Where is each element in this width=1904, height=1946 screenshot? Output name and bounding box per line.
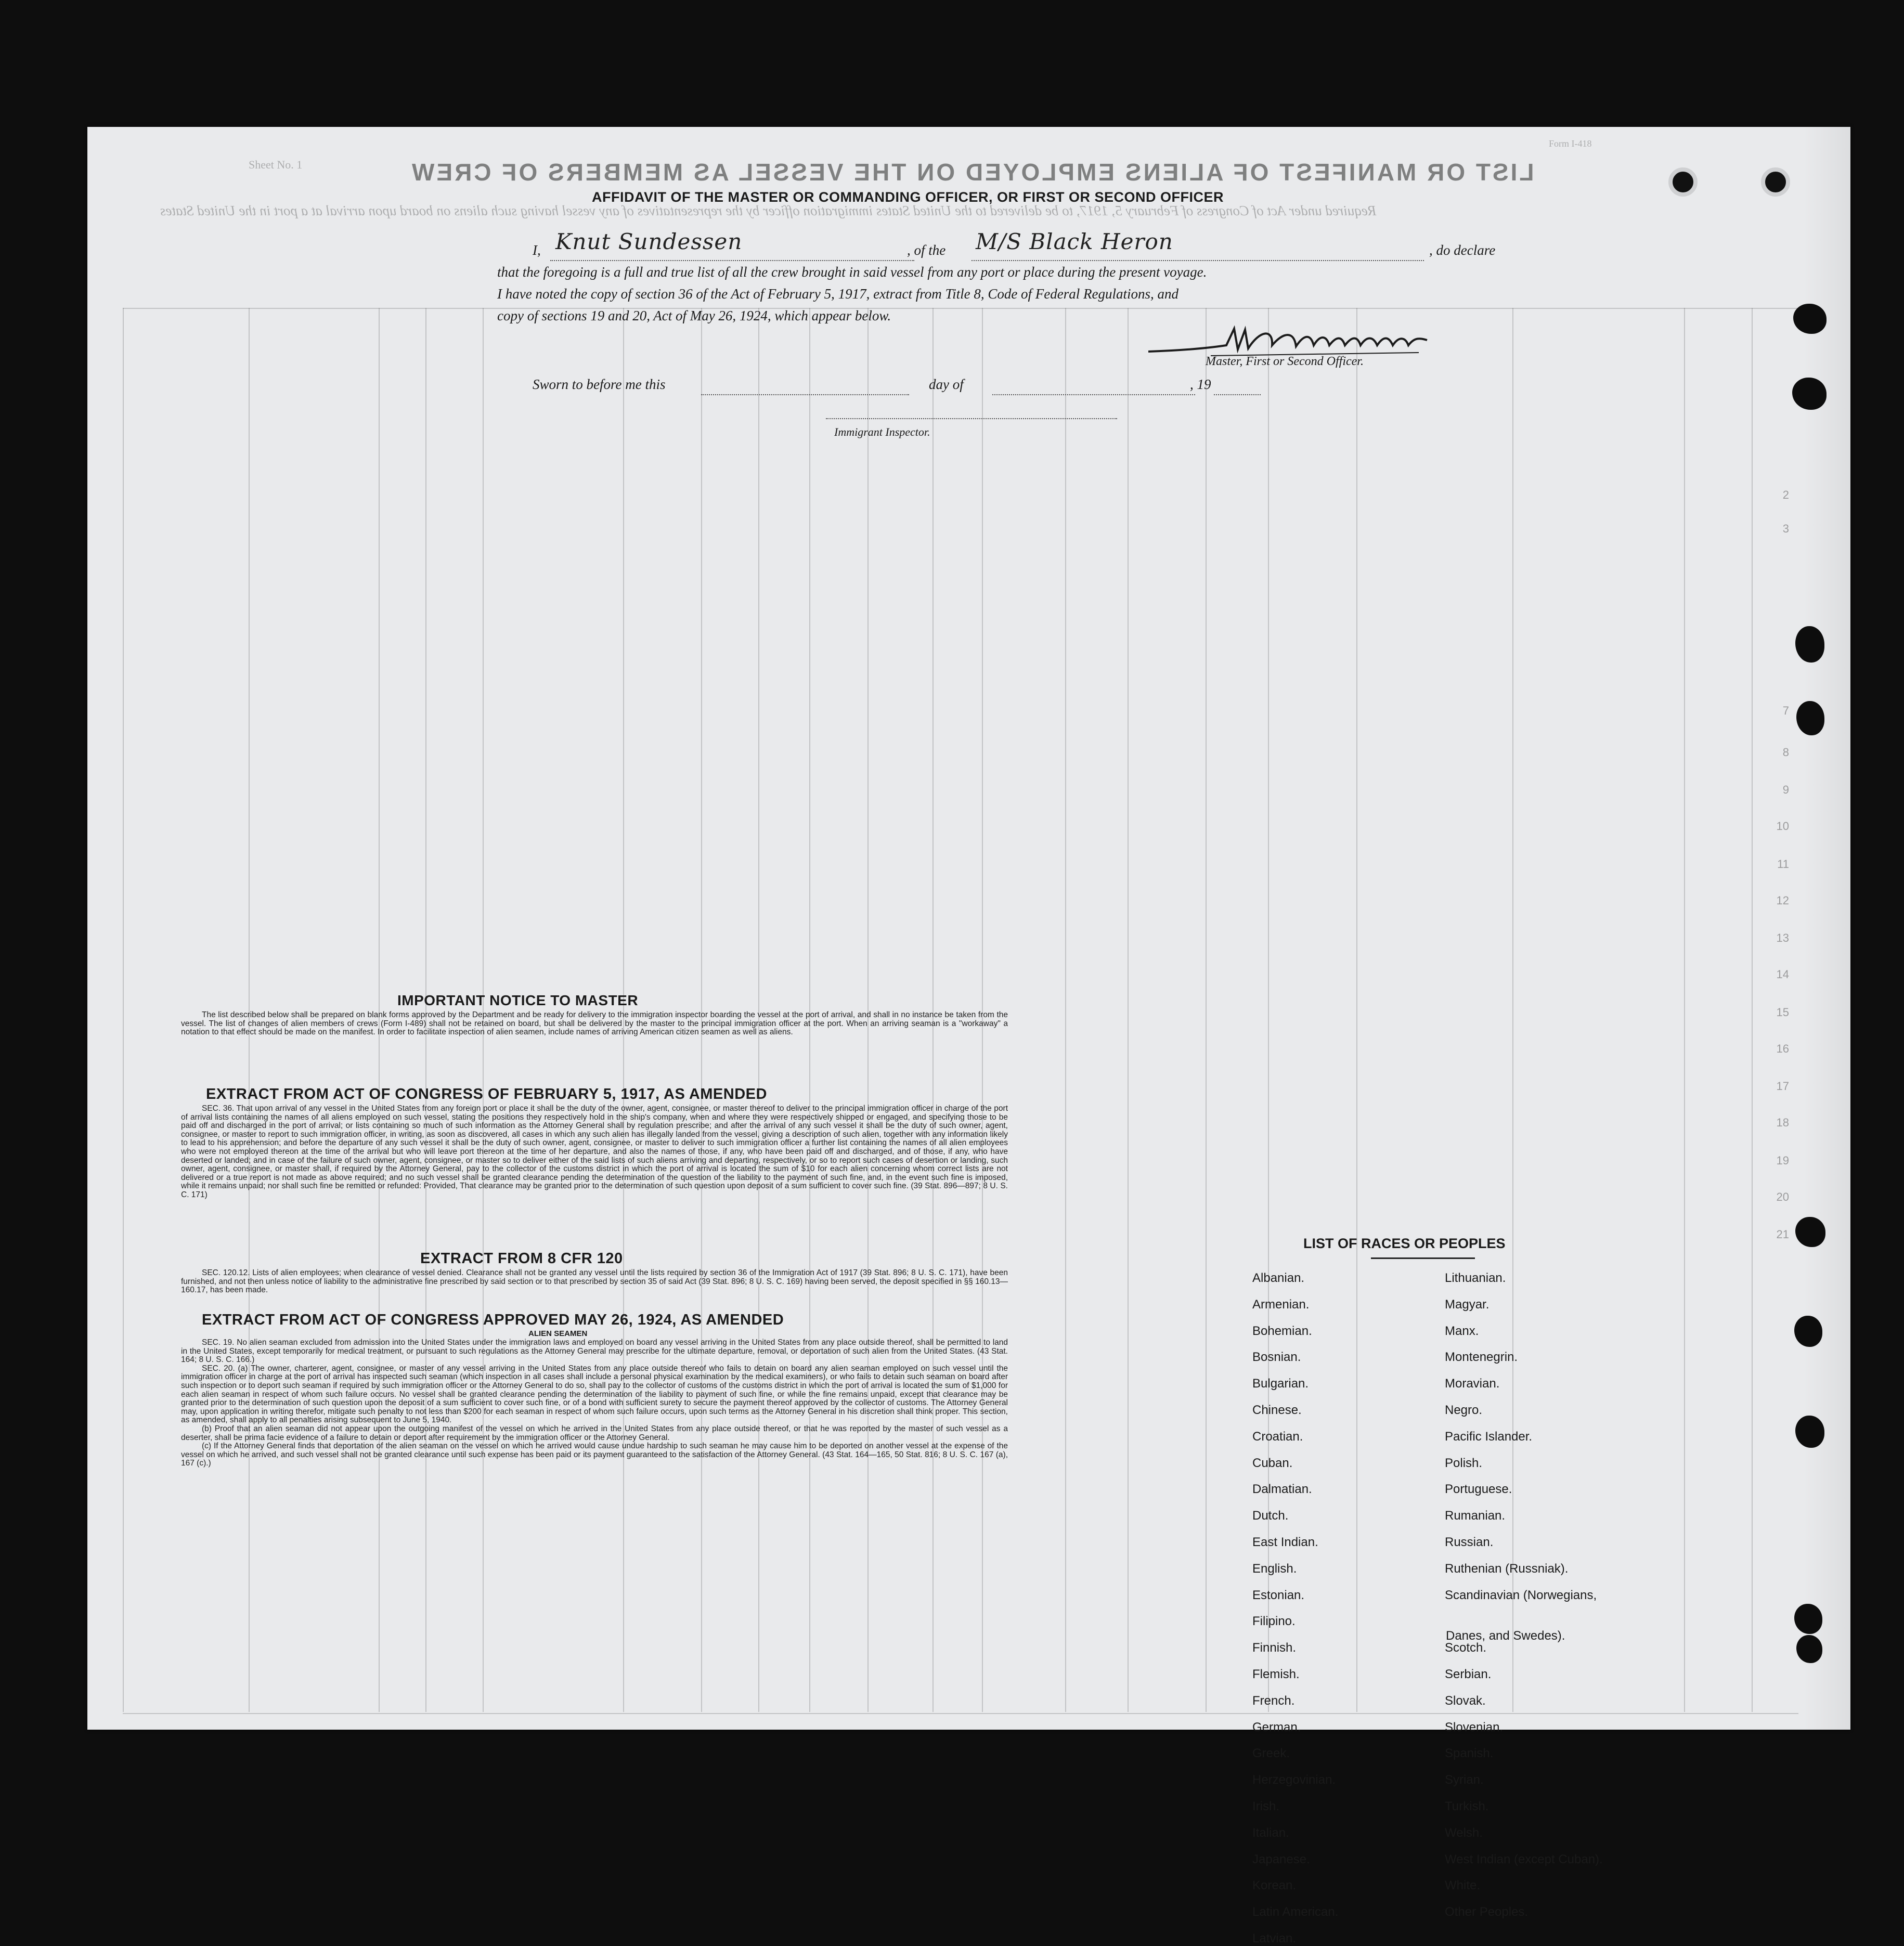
grid-line bbox=[123, 308, 1798, 309]
extract-1924-text bbox=[181, 1339, 1008, 1468]
edge-damage bbox=[1794, 1604, 1822, 1634]
race-item: Other Peoples. bbox=[1445, 1905, 1529, 1919]
race-item: Herzegovinian. bbox=[1252, 1773, 1336, 1787]
race-item: Dutch. bbox=[1252, 1509, 1289, 1523]
grid-line bbox=[982, 308, 983, 1712]
grid-line bbox=[483, 308, 484, 1712]
punch-hole bbox=[1668, 167, 1698, 197]
race-item: Chinese. bbox=[1252, 1403, 1302, 1417]
edge-damage bbox=[1795, 626, 1824, 663]
affidavit-line-2: that the foregoing is a full and true list of all the crew brought in said vessel from any port or place during the present voyage. bbox=[497, 264, 1207, 280]
row-number: 19 bbox=[1776, 1154, 1789, 1167]
edge-damage bbox=[1796, 1635, 1822, 1663]
bleedthrough-subheading: Required under Act of Congress of February 5, 1917, to be delivered to the United States immigration officer by the representatives of any vessel having such aliens on board upon arrival at a port in the United States bbox=[160, 203, 1377, 218]
grid-line bbox=[1356, 308, 1357, 1712]
extract-1924-title: EXTRACT FROM ACT OF CONGRESS APPROVED MAY 26, 1924, AS AMENDED bbox=[202, 1312, 784, 1328]
grid-line bbox=[1512, 308, 1513, 1712]
race-item: Croatian. bbox=[1252, 1429, 1303, 1444]
row-number: 9 bbox=[1782, 783, 1789, 796]
race-item: Albanian. bbox=[1252, 1271, 1305, 1285]
year-prefix: , 19 bbox=[1190, 377, 1211, 392]
grid-line bbox=[123, 1713, 1798, 1714]
row-number: 8 bbox=[1782, 746, 1789, 759]
edge-damage bbox=[1796, 701, 1824, 735]
affidavit-of-the: , of the bbox=[907, 242, 946, 258]
extract-1917-title: EXTRACT FROM ACT OF CONGRESS OF FEBRUARY 5, 1917, AS AMENDED bbox=[206, 1086, 767, 1102]
grid-line bbox=[379, 308, 380, 1712]
notice-title: IMPORTANT NOTICE TO MASTER bbox=[397, 992, 639, 1008]
race-item: Filipino. bbox=[1252, 1614, 1296, 1629]
race-item: Finnish. bbox=[1252, 1641, 1297, 1655]
race-item: Estonian. bbox=[1252, 1588, 1305, 1602]
grid-line bbox=[1128, 308, 1129, 1712]
affidavit-line-4: copy of sections 19 and 20, Act of May 26, 1924, which appear below. bbox=[497, 308, 891, 323]
row-number: 21 bbox=[1776, 1228, 1789, 1241]
race-item: Syrian. bbox=[1445, 1773, 1484, 1787]
grid-line bbox=[701, 308, 702, 1712]
race-item: French. bbox=[1252, 1693, 1295, 1708]
grid-line bbox=[425, 308, 426, 1712]
race-item: Rumanian. bbox=[1445, 1509, 1506, 1523]
edge-damage bbox=[1794, 1316, 1822, 1347]
grid-line bbox=[932, 308, 934, 1712]
race-item: Negro. bbox=[1445, 1403, 1483, 1417]
vessel-name: M/S Black Heron bbox=[976, 229, 1173, 254]
row-number: 11 bbox=[1777, 858, 1789, 871]
edge-damage bbox=[1795, 1217, 1825, 1247]
affidavit-title: AFFIDAVIT OF THE MASTER OR COMMANDING OFFICER, OR FIRST OR SECOND OFFICER bbox=[592, 189, 1224, 205]
grid-line bbox=[123, 308, 124, 1712]
race-item: Lithuanian. bbox=[1445, 1271, 1506, 1285]
race-item: Korean. bbox=[1252, 1878, 1297, 1893]
punch-hole bbox=[1761, 167, 1790, 197]
race-item: West Indian (except Cuban). bbox=[1445, 1852, 1603, 1866]
race-item: Manx. bbox=[1445, 1324, 1479, 1338]
row-number: 17 bbox=[1776, 1080, 1789, 1093]
race-item: Montenegrin. bbox=[1445, 1350, 1518, 1365]
bleedthrough-heading: LIST OR MANIFEST OF ALIENS EMPLOYED ON THE VESSEL AS MEMBERS OF CREW bbox=[410, 159, 1534, 186]
race-item: Greek. bbox=[1252, 1746, 1290, 1761]
sec-19: SEC. 19. No alien seaman excluded from admission into the United States under the immigration laws and employed on board any vessel arriving in the United States from any place outside thereof, shall be permitted to land in the United States, except temporarily for medical treatment, or pursuant to such regulations as the Attorney General may prescribe for the ultimate departure, removal, or deportation of such alien from the United States. (43 Stat. 164; 8 U. S. C. 166.) bbox=[181, 1338, 1008, 1365]
grid-line bbox=[623, 308, 624, 1712]
race-item: Irish. bbox=[1252, 1799, 1280, 1813]
extract-cfr-title: EXTRACT FROM 8 CFR 120 bbox=[420, 1250, 623, 1267]
race-item: English. bbox=[1252, 1561, 1297, 1576]
affidavit-do-declare: , do declare bbox=[1429, 242, 1496, 258]
master-name: Knut Sundessen bbox=[555, 229, 743, 254]
row-number: 3 bbox=[1782, 522, 1789, 535]
edge-damage bbox=[1795, 1416, 1824, 1448]
affidavit-line-3: I have noted the copy of section 36 of the Act of February 5, 1917, extract from Title 8, Code of Federal Regulations, and bbox=[497, 286, 1179, 302]
race-item: Pacific Islander. bbox=[1445, 1429, 1533, 1444]
race-item: Welsh. bbox=[1445, 1825, 1483, 1840]
inspector-signature-line bbox=[826, 418, 1117, 419]
race-item: Latvian. bbox=[1252, 1931, 1297, 1945]
race-item: Scotch. bbox=[1445, 1641, 1487, 1655]
grid-line bbox=[758, 308, 759, 1712]
race-item: Danes, and Swedes). bbox=[1446, 1629, 1565, 1643]
sec-20c: (c) If the Attorney General finds that deportation of the alien seaman on the vessel on which he arrived would cause undue hardship to such seaman he may cause him to be deported on another vessel at the expense of the vessel on which he arrived, and such vessel shall not be granted clearance until such expense has been paid or its payment guaranteed to the satisfaction of the Attorney General. (43 Stat. 164—165, 50 Stat. 816; 8 U. S. C. 167 (a), 167 (c).) bbox=[181, 1442, 1008, 1468]
day-of-text: day of bbox=[929, 377, 964, 392]
race-item: Flemish. bbox=[1252, 1667, 1300, 1681]
race-item: Cuban. bbox=[1252, 1456, 1293, 1470]
row-number: 13 bbox=[1776, 931, 1789, 944]
sworn-text: Sworn to before me this bbox=[533, 377, 666, 392]
race-item: Bohemian. bbox=[1252, 1324, 1312, 1338]
grid-line bbox=[867, 308, 869, 1712]
race-item: Turkish. bbox=[1445, 1799, 1489, 1813]
race-item: Scandinavian (Norwegians, bbox=[1445, 1588, 1597, 1602]
grid-line bbox=[1206, 308, 1207, 1712]
edge-damage bbox=[1792, 378, 1827, 410]
affidavit-i: I, bbox=[533, 242, 541, 258]
race-item: East Indian. bbox=[1252, 1535, 1318, 1549]
master-signature bbox=[1148, 325, 1429, 359]
row-number: 18 bbox=[1776, 1116, 1789, 1129]
grid-line bbox=[1065, 308, 1066, 1712]
alien-seamen-subtitle: ALIEN SEAMEN bbox=[528, 1329, 588, 1338]
extract-1917-text: SEC. 36. That upon arrival of any vessel in the United States from any foreign port or place it shall be the duty of the owner, agent, consignee, or master thereof to deliver to the principal immigration officer in charge of the port of arrival lists containing the names of all aliens employed on such vessel, stating the positions they respectively hold in the ship's company, when and where they were respectively shipped or engaged, and specifying those to be paid off and discharged in the port of arrival; or lists containing so much of such information as the Attorney General shall by regulation prescribe; and after the arrival of any such vessel it shall be the duty of such owner, agent, consignee, or master to report to such immigration officer, in writing, as soon as discovered, all cases in which any such alien has illegally landed from the vessel, giving a description of such alien, together with any information likely to lead to his apprehension; and before the departure of any such vessel it shall be the duty of such owner, agent, consignee, or master to deliver to such immigration officer a further list containing the names of all alien employees who were not employed thereon at the time of the arrival but who will leave port thereon at the time of her departure, and also the names of those, if any, who have been paid off and discharged, and of those, if any, who have deserted or landed; and in case of the failure of such owner, agent, consignee, or master so to deliver either of the said lists of such aliens arriving and departing, respectively, or so to report such cases of desertion or landing, such owner, agent, consignee, or master shall, if required by the Attorney General, pay to the collector of the customs district in which the port of arrival is located the sum of $10 for each alien concerning whom correct lists are not delivered or a true report is not made as above required; and no such vessel shall be granted clearance pending the determination of the question of the liability to the payment of such fine, and, in the event such fine is imposed, while it remains unpaid; nor shall such fine be remitted or refunded: Provided, That clearance may be granted prior to the determination of such question upon deposit of a sum sufficient to cover such fine. (39 Stat. 896—897; 8 U. S. C. 171) bbox=[181, 1104, 1008, 1199]
row-number: 20 bbox=[1776, 1190, 1789, 1203]
sworn-day-line bbox=[701, 394, 909, 395]
vessel-name-line bbox=[972, 260, 1424, 261]
races-title: LIST OF RACES OR PEOPLES bbox=[1303, 1236, 1506, 1251]
row-number: 16 bbox=[1776, 1042, 1789, 1055]
race-item: Latin American. bbox=[1252, 1905, 1339, 1919]
row-number: 2 bbox=[1782, 488, 1789, 501]
row-number: 12 bbox=[1776, 894, 1789, 907]
sec-20a: SEC. 20. (a) The owner, charterer, agent, consignee, or master of any vessel arriving in the United States from any place outside thereof who fails to detain on board any alien seaman employed on such vessel until the immigration officer in charge at the port of arrival has inspected such seaman (which inspection in all cases shall include a personal physical examination by the medical examiners), or who fails to detain such seaman on board after such inspection or to deport such seaman if required by such immigration officer or the Attorney General to do so, shall pay to the collector of customs of the customs district in which the port of arrival is located the sum of $1,000 for each alien seaman in respect of whom such failure occurs. No vessel shall be granted clearance pending the determination of the liability to payment of such fine, or while the fine remains unpaid, except that clearance may be granted prior to the determination of such question upon the deposit of a sum sufficient to cover such fine, or of a bond with sufficient surety to secure the payment thereof approved by the collector of customs. The Attorney General may, upon application in writing therefor, mitigate such penalty to not less than $200 for each seaman in respect of whom such failure occurs, upon such terms as the Attorney General in his discretion shall think proper. This section, as amended, shall apply to all penalties arising subsequent to June 5, 1940. bbox=[181, 1364, 1008, 1425]
race-item: German. bbox=[1252, 1720, 1301, 1734]
sworn-month-line bbox=[992, 394, 1195, 395]
race-item: Armenian. bbox=[1252, 1297, 1310, 1312]
inspector-caption: Immigrant Inspector. bbox=[834, 425, 930, 438]
race-item: Polish. bbox=[1445, 1456, 1483, 1470]
race-item: Japanese. bbox=[1252, 1852, 1310, 1866]
row-number: 7 bbox=[1782, 704, 1789, 717]
sheet-edge-shadow bbox=[1804, 127, 1850, 1730]
race-item: Dalmatian. bbox=[1252, 1482, 1312, 1497]
signature-caption: Master, First or Second Officer. bbox=[1206, 355, 1364, 368]
notice-text: The list described below shall be prepared on blank forms approved by the Department and be ready for delivery to the immigration inspector boarding the vessel at the port of arrival, and shall in no instance be taken from the vessel. The list of changes of alien members of crews (Form I-489) shall not be retained on board, but shall be delivered by the master to the principal immigration officer at the port. When an arriving seaman is a "workaway" a notation to that effect should be made on the manifest. In order to facilitate inspection of alien seamen, include names of arriving American citizen seamen as well as aliens. bbox=[181, 1010, 1008, 1037]
extract-cfr-text: SEC. 120.12. Lists of alien employees; when clearance of vessel denied. Clearance shall not be granted any vessel until the lists required by section 36 of the Immigration Act of 1917 (39 Stat. 896; 8 U. S. C. 171), have been furnished, and not then unless notice of liability to the administrative fine prescribed by said section or to that prescribed by section 35 of said Act (39 Stat. 896; 8 U. S. C. 169) having been served, the deposit specified in §§ 160.13—160.17, has been made. bbox=[181, 1268, 1008, 1295]
race-item: Magyar. bbox=[1445, 1297, 1489, 1312]
race-item: Serbian. bbox=[1445, 1667, 1492, 1681]
race-item: Italian. bbox=[1252, 1825, 1289, 1840]
grid-line bbox=[249, 308, 250, 1712]
race-item: Ruthenian (Russniak). bbox=[1445, 1561, 1569, 1576]
race-item: Slovak. bbox=[1445, 1693, 1486, 1708]
row-number: 14 bbox=[1776, 968, 1789, 981]
race-item: Bulgarian. bbox=[1252, 1377, 1309, 1391]
row-number: 15 bbox=[1776, 1006, 1789, 1019]
race-item: White. bbox=[1445, 1878, 1481, 1893]
bleedthrough-sheet-label: Sheet No. 1 bbox=[249, 158, 303, 171]
sworn-year-line bbox=[1214, 394, 1261, 395]
race-item: Spanish. bbox=[1445, 1746, 1494, 1761]
grid-line bbox=[1684, 308, 1685, 1712]
races-title-rule bbox=[1371, 1257, 1475, 1259]
grid-line bbox=[809, 308, 810, 1712]
bleedthrough-form-label: Form I-418 bbox=[1549, 138, 1592, 149]
master-name-line bbox=[550, 260, 914, 261]
sec-20b: (b) Proof that an alien seaman did not appear upon the outgoing manifest of the vessel on which he arrived in the United States from any place outside thereof, or that he was reported by the master of such vessel as a deserter, shall be prima facie evidence of a failure to detain or deport after requirement by the immigration officer or the Attorney General. bbox=[181, 1424, 1008, 1442]
race-item: Russian. bbox=[1445, 1535, 1494, 1549]
grid-line bbox=[1752, 308, 1753, 1712]
row-number: 10 bbox=[1776, 820, 1789, 833]
race-item: Bosnian. bbox=[1252, 1350, 1301, 1365]
race-item: Slovenian. bbox=[1445, 1720, 1504, 1734]
manifest-sheet bbox=[87, 127, 1850, 1945]
race-item: Moravian. bbox=[1445, 1377, 1500, 1391]
grid-line bbox=[1268, 308, 1269, 1712]
race-item: Portuguese. bbox=[1445, 1482, 1512, 1497]
edge-damage bbox=[1793, 304, 1827, 334]
